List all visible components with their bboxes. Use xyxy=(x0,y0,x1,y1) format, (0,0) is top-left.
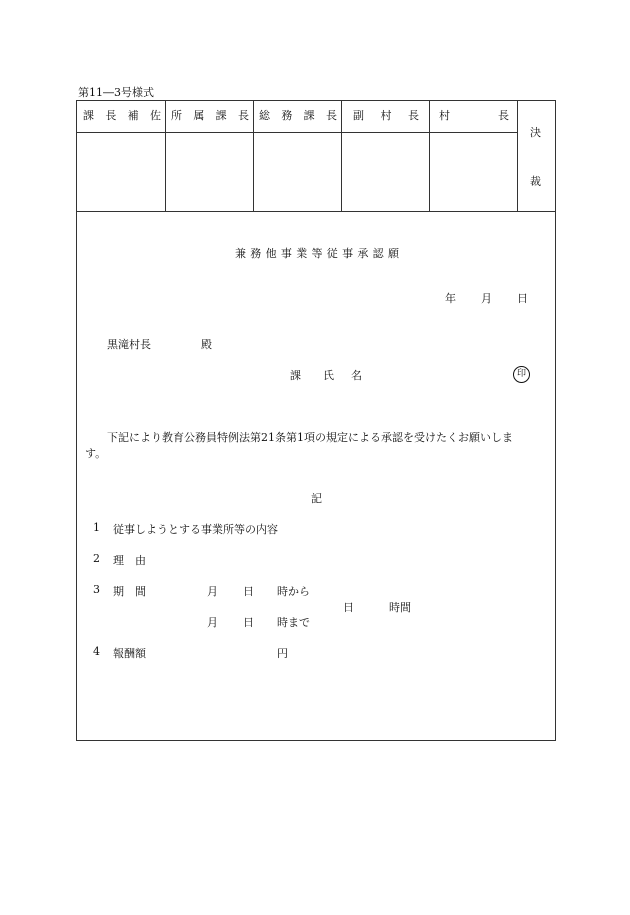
spread-char: 長 xyxy=(325,109,337,122)
item4-label: 報酬額 xyxy=(113,647,146,660)
spread-char: 村 xyxy=(380,109,392,122)
item1-number: 1 xyxy=(93,521,100,534)
period-total-day: 日 xyxy=(343,601,354,614)
ki-heading: 記 xyxy=(311,492,322,505)
spread-char: 長 xyxy=(105,109,117,122)
spread-char: 課 xyxy=(303,109,315,122)
spread-char: 業 xyxy=(296,247,308,260)
stamp-box-deputy-mayor[interactable] xyxy=(342,133,428,210)
spread-char: 従 xyxy=(326,247,338,260)
item1-label: 従事しようとする事業所等の内容 xyxy=(113,523,278,536)
spread-char: 事 xyxy=(280,247,292,260)
seal-mark: 印 xyxy=(513,366,530,383)
spread-char: 属 xyxy=(193,109,205,122)
period-from-day: 日 xyxy=(243,585,254,598)
spread-char: 課 xyxy=(215,109,227,122)
spread-char: 願 xyxy=(387,247,399,260)
decision-label-top: 決 xyxy=(530,126,541,139)
spread-char: 佐 xyxy=(149,109,161,122)
spread-char: 認 xyxy=(372,247,384,260)
item3-number: 3 xyxy=(93,583,100,596)
date-month: 月 xyxy=(481,292,492,305)
spread-char: 長 xyxy=(498,109,509,122)
applicant-name-label: 氏 名 xyxy=(323,369,365,382)
stamp-box-mayor[interactable] xyxy=(430,133,516,210)
spread-char: 務 xyxy=(281,109,293,122)
period-from-month: 月 xyxy=(207,585,218,598)
decision-label-bottom: 裁 xyxy=(530,175,541,188)
spread-char: 等 xyxy=(311,247,323,260)
document-title xyxy=(235,245,399,261)
addressee-name: 黒滝村長 xyxy=(107,338,151,351)
item2-number: 2 xyxy=(93,552,100,565)
period-to-day: 日 xyxy=(243,616,254,629)
period-total-hours: 時間 xyxy=(389,601,411,614)
addressee-honorific: 殿 xyxy=(201,338,212,351)
stamp-box-section-chief[interactable] xyxy=(166,133,252,210)
col-divider xyxy=(517,101,518,211)
stamp-box-assistant[interactable] xyxy=(78,133,164,210)
stamp-box-general-affairs[interactable] xyxy=(254,133,340,210)
approval-header-deputy-mayor xyxy=(353,107,419,123)
spread-char: 他 xyxy=(265,247,277,260)
spread-char: 所 xyxy=(171,109,182,122)
applicant-department: 課 xyxy=(290,369,301,382)
spread-char: 副 xyxy=(353,109,364,122)
request-body-line2: す。 xyxy=(85,447,107,460)
request-body-line1: 下記により教育公務員特例法第21条第1項の規定による承認を受けたくお願いしま xyxy=(107,431,513,444)
application-form-frame xyxy=(76,100,556,741)
period-to-month: 月 xyxy=(207,616,218,629)
spread-char: 課 xyxy=(83,109,94,122)
approval-bottom-line xyxy=(77,211,555,212)
date-day: 日 xyxy=(517,292,528,305)
spread-char: 事 xyxy=(342,247,354,260)
period-to-suffix: 時まで xyxy=(277,616,310,629)
item3-label: 期 間 xyxy=(113,585,146,598)
spread-char: 補 xyxy=(127,109,139,122)
approval-header-general-affairs xyxy=(259,107,337,123)
period-from-suffix: 時から xyxy=(277,585,310,598)
spread-char: 務 xyxy=(250,247,262,260)
spread-char: 長 xyxy=(408,109,419,122)
approval-header-assistant xyxy=(83,107,161,123)
date-year: 年 xyxy=(445,292,456,305)
spread-char: 承 xyxy=(357,247,369,260)
form-number: 第11―3号様式 xyxy=(78,86,154,99)
item4-number: 4 xyxy=(93,645,100,658)
spread-char: 兼 xyxy=(235,247,246,260)
spread-char: 総 xyxy=(259,109,270,122)
spread-char: 長 xyxy=(237,109,249,122)
item2-label: 理 由 xyxy=(113,554,146,567)
approval-header-section-chief xyxy=(171,107,249,123)
approval-header-mayor xyxy=(439,107,509,123)
compensation-unit: 円 xyxy=(277,647,288,660)
spread-char: 村 xyxy=(439,109,450,122)
